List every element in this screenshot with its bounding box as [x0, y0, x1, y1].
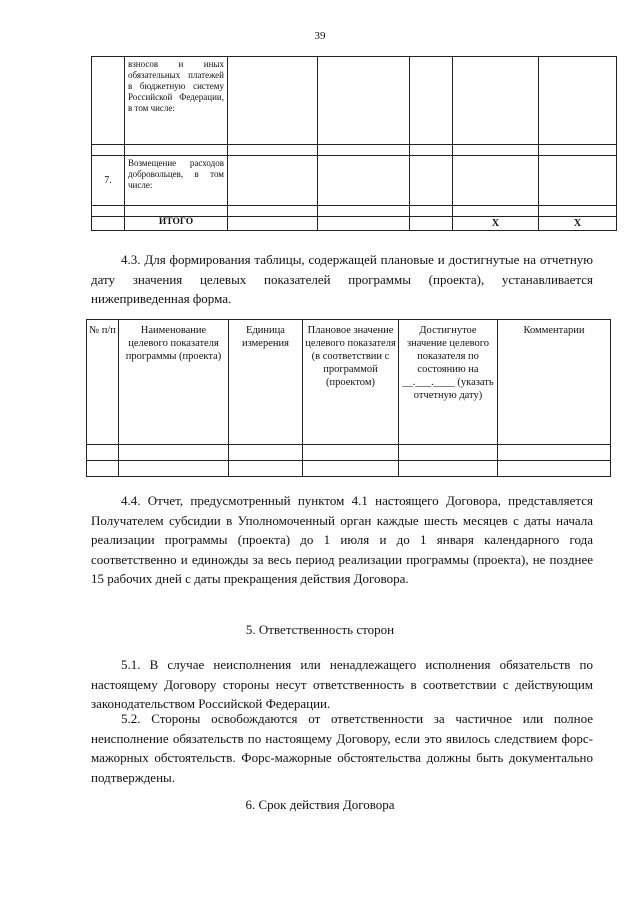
table-row [92, 145, 617, 156]
target-indicators-form-table [86, 319, 611, 477]
table-header-row [87, 320, 611, 445]
paragraph-4-3: 4.3. Для формирования таблицы, содержащей плановые и достигнутые на отчетную дату значения целевых показателей программы (проекта), устанавливается нижеприведенная форма. [91, 252, 593, 306]
total-row [92, 217, 617, 231]
row-text-payments: взносов и иных обязательных платежей в бюджетную систему Российской Федерации, в том числе: [125, 57, 228, 145]
header-comments: Комментарии [498, 320, 611, 445]
header-indicator-name: Наименование целевого показателя программы (проекта) [119, 320, 229, 445]
paragraph-5-1: 5.1. В случае неисполнения или ненадлежащего исполнения обязательств по настоящему Договору стороны несут ответственность в соответствии с действующим законодательством Российской Федерации. [91, 657, 593, 711]
header-unit: Единица измерения [229, 320, 303, 445]
section-heading-6: 6. Срок действия Договора [245, 797, 395, 812]
table-row [92, 156, 617, 206]
total-x-mark: X [453, 217, 539, 231]
header-planned-value: Плановое значение целевого показателя (в соответствии с программой (проектом) [303, 320, 399, 445]
page-number: 39 [314, 30, 326, 42]
table-row [92, 206, 617, 217]
paragraph-4-4: 4.4. Отчет, предусмотренный пунктом 4.1 настоящего Договора, представляется Получателем субсидии в Уполномоченный орган каждые шесть месяцев с даты начала реализации программы (проекта) до 1 июля и до 1 января календарного года соответственно и единожды за весь период реализации программы (проекта), не позднее 15 рабочих дней с даты прекращения действия Договора. [91, 493, 593, 586]
budget-table-continuation [91, 56, 617, 231]
table-row [87, 461, 611, 477]
section-heading-5: 5. Ответственность сторон [245, 622, 395, 637]
row-text-volunteers: Возмещение расходов добровольцев, в том числе: [125, 156, 228, 206]
header-number: № п/п [87, 320, 119, 445]
total-label: ИТОГО [125, 217, 228, 231]
total-x-mark: X [539, 217, 617, 231]
paragraph-5-2: 5.2. Стороны освобождаются от ответственности за частичное или полное неисполнение обязательств по настоящему Договору, если это явилось следствием форс-мажорных обстоятельств. Форс-мажорные обстоятельства должны быть документально подтверждены. [91, 711, 593, 785]
header-achieved-value: Достигнутое значение целевого показателя по состоянию на __.___.____ (указать отчетную дату) [399, 320, 498, 445]
table-row [87, 445, 611, 461]
table-row [92, 57, 617, 145]
row-number: 7. [92, 156, 125, 206]
